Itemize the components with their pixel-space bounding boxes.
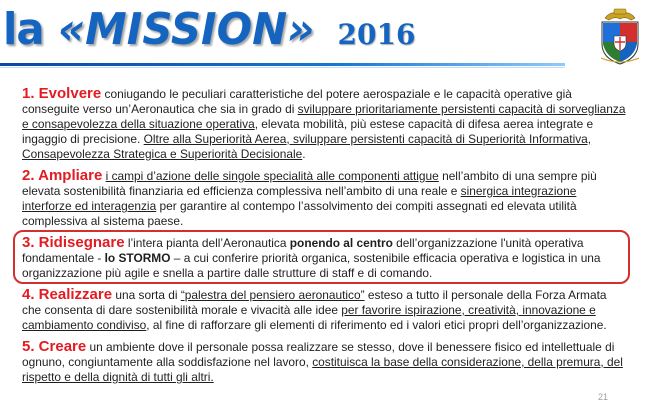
mission-item-creare [22, 339, 628, 385]
mission-item-number: 3. Ridisegnare [22, 234, 125, 251]
mission-item-number: 1. Evolvere [22, 85, 102, 102]
body-text: , al fine di rafforzare gli elementi di riferimento ed i valori etici propri dell’organizzazione. [146, 318, 607, 332]
title-underline [0, 63, 565, 66]
mission-item-number: 4. Realizzare [22, 286, 113, 303]
body-text: una sorta di [112, 288, 181, 302]
underlined-text: Oltre alla Superiorità Aerea, sviluppare persistenti capacità di Superiorità Informativa, Consapevolezza Strategica e Superiorità Decisionale [22, 132, 592, 161]
mission-item-evolvere [22, 86, 628, 162]
underlined-text: i campi d’azione delle singole specialità alle componenti attigue [105, 169, 439, 183]
title-year: 2016 [337, 18, 416, 51]
title-mission: «MISSION» [57, 4, 315, 55]
body-text: un ambiente dove il personale possa realizzare se stesso, dove il benessere fisico ed intellettuale di ognuno, congiuntamente alla soddisfazione nel lavoro, [22, 340, 615, 369]
body-text: l’intera pianta dell’Aeronautica [124, 236, 290, 250]
body-text: . [302, 147, 306, 161]
body-text: per garantire al contempo l’assolvimento dei compiti assegnati ed elevata utilità complessiva al sistema paese. [22, 199, 577, 228]
underlined-text: per favorire ispirazione, creatività, innovazione e cambiamento condiviso [22, 303, 596, 332]
aeronautica-coat-of-arms-icon [597, 8, 643, 66]
body-text: – a cui conferire priorità organica, sostenibile efficacia operativa e logistica in una organizzazione più agile e snella a partire dalle strutture di staff e di comando. [22, 251, 601, 280]
bold-text: ponendo al centro [289, 236, 393, 250]
body-text: , elevata mobilità, più estese capacità di difesa aerea integrate e ingaggio di precisione. [22, 117, 594, 146]
body-text: coniugando le peculiari caratteristiche del potere aerospaziale e le capacità operative già conseguite verso un’Aeronautica che sia in grado di [22, 87, 572, 116]
body-text: esteso a tutto il personale della Forza Armata che consenta di dare sostenibilità morale e vivacità alle idee [22, 288, 607, 317]
body-text: dell’organizzazione l'unità operativa fondamentale - [22, 236, 584, 265]
title-underline-light [0, 67, 565, 68]
mission-item-realizzare [22, 287, 628, 333]
underlined-text: sviluppare prioritariamente persistenti capacità di sorveglianza e consapevolezza della situazione operativa [22, 102, 626, 131]
body-text: nell’ambito di una sempre più elevata sostenibilità finanziaria ed efficienza complessiva nell’ambito di una reale e [22, 169, 597, 198]
mission-item-number: 5. Creare [22, 338, 87, 355]
slide-title [3, 4, 415, 60]
page-number: 21 [598, 392, 609, 402]
underlined-text: sinergica integrazione interforze ed interagenzia [22, 184, 577, 213]
underlined-text: “palestra del pensiero aeronautico” [180, 288, 365, 302]
ridisegnare-highlight-box [13, 230, 630, 284]
title-bar [0, 0, 655, 70]
underlined-text: costituisca la base della considerazione, della premura, del rispetto e della dignità di tutti gli altri. [22, 355, 623, 384]
mission-item-number: 2. Ampliare [22, 167, 103, 184]
title-la: la [3, 4, 44, 55]
mission-item-ampliare [22, 168, 628, 229]
bold-text: lo STORMO [104, 251, 171, 265]
